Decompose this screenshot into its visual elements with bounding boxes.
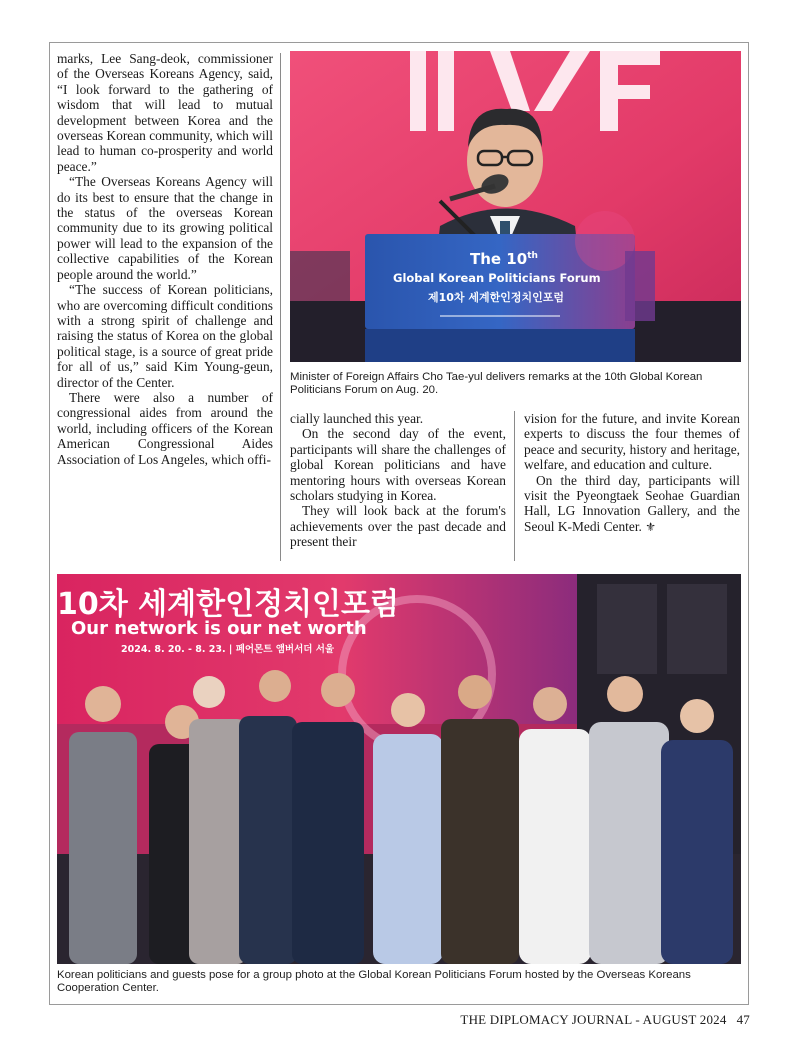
page-number: 47 <box>736 1012 750 1027</box>
paragraph: “The success of Korean politicians, who are overcoming difficult conditions with a strong spirit of challenge and raising the status of Korea on the global political stage, is a source of great pride for all of us,” said Kim Young-geun, director of the Center. <box>57 282 273 390</box>
article-column-middle <box>290 411 506 563</box>
paragraph: “The Overseas Koreans Agency will do its best to ensure that the change in the status of the overseas Korean community due to its growing political power will lead to the expansion of the collective capabilities of the Korean people around the world.” <box>57 174 273 282</box>
page-footer <box>440 1012 750 1028</box>
article-column-right <box>524 411 740 563</box>
photo-caption: Korean politicians and guests pose for a group photo at the Global Korean Politicians Forum hosted by the Overseas Koreans Cooperation Center. <box>57 969 691 995</box>
paragraph: There were also a number of congressional aides from around the world, including officers of the Korean American Congressional Aides Association of Los Angeles, which offi- <box>57 389 273 467</box>
banner-dates: 2024. 8. 20. - 8. 23. | 페어몬트 앰버서더 서울 <box>121 644 335 655</box>
paragraph: vision for the future, and invite Korean experts to discuss the four themes of peace and security, history and heritage, welfare, and education and culture. <box>524 411 740 473</box>
fleur-de-lis-icon: ⚜ <box>645 519 657 534</box>
podium-title: The 10th <box>470 250 538 268</box>
paragraph: marks, Lee Sang-deok, commissioner of the Overseas Koreans Agency, said, “I look forward to the gathering of wisdom that will lead to mutual development between Korea and the overseas Korean community, which will lead to human co-prosperity and world peace.” <box>57 51 273 174</box>
podium-korean: 제10차 세계한인정치인포럼 <box>428 291 565 304</box>
paragraph <box>524 473 740 536</box>
paragraph: They will look back at the forum's achievements over the past decade and present their <box>290 503 506 550</box>
group-photo <box>57 574 741 964</box>
journal-name: THE DIPLOMACY JOURNAL - AUGUST 2024 <box>460 1012 727 1027</box>
podium-subtitle: Global Korean Politicians Forum <box>393 271 601 285</box>
paragraph-text: On the third day, participants will visit the Pyeongtaek Seohae Guardian Hall, LG Innovation Gallery, and the Seoul K-Medi Center. <box>524 472 740 534</box>
banner-slogan: Our network is our net worth <box>71 618 367 639</box>
speaker-photo <box>290 51 741 362</box>
banner-title-korean: 10차 세계한인정치인포럼 <box>57 587 399 622</box>
article-column-left <box>57 51 273 563</box>
paragraph: cially launched this year. <box>290 411 424 426</box>
paragraph: On the second day of the event, participants will share the challenges of global Korean politicians and have mentoring hours with overseas Korean scholars studying in Korea. <box>290 426 506 504</box>
photo-caption: Minister of Foreign Affairs Cho Tae-yul delivers remarks at the 10th Global Korean Politicians Forum on Aug. 20. <box>290 371 703 397</box>
column-rule <box>514 411 515 561</box>
column-rule <box>280 53 281 561</box>
